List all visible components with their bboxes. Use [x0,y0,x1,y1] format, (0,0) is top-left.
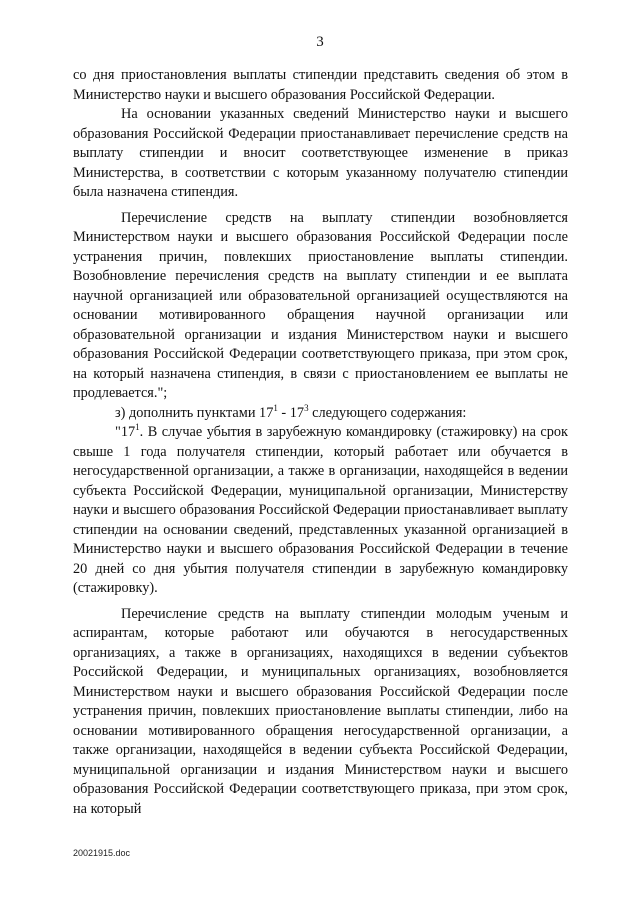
amendment-intro-middle: - 17 [277,404,305,421]
paragraph-suspension-basis: На основании указанных сведений Министерство науки и высшего образования Российской Федерации приостанавливает перечисление средств на выплату стипендии и вносит соответствующее изменение в приказ Министерства, в соответствии с которым указанному получателю стипендии была назначена стипендия. [73,106,568,200]
page-number: 3 [316,34,324,50]
clause-17-1-text: . В случае убытия в зарубежную командировку (стажировку) на срок свыше 1 года получателя стипендии, который работает или обучается в негосударственной организации, а также в организации, находящейся в ведении субъекта Российской Федерации, муниципальной организации, Министерству науки и высшего образования Российской Федерации приостанавливает выплату стипендии на основании сведений, представленных указанной организацией в Министерство науки и высшего образования Российской Федерации в течение 20 дней со дня убытия получателя стипендии в зарубежную командировку (стажировку). [73,424,568,596]
paragraph-resumption: Перечисление средств на выплату стипендии возобновляется Министерством науки и высшего образования Российской Федерации после устранения причин, повлекших приостановление выплаты стипендии. Возобновление перечисления средств на выплату стипендии и ее выплата научной организацией или образовательной организацией осуществляются на основании мотивированного обращения научной организации или образовательной организации и издания Министерством науки и высшего образования Российской Федерации соответствующего приказа, при этом срок, на который назначена стипендия, в связи с приостановлением ее выплаты не продлевается."; [73,209,568,401]
paragraph-young-scientists: Перечисление средств на выплату стипендии молодым ученым и аспирантам, которые работают или обучаются в негосударственных организациях, а также в организациях, находящихся в ведении субъектов Российской Федерации, и муниципальных организациях, возобновляется Министерством науки и высшего образования Российской Федерации после устранения причин, повлекших приостановление выплаты стипендии, либо на основании мотивированного обращения негосударственной организации, а также организации, находящейся в ведении субъекта Российской Федерации, муниципальной организации и издания Министерством науки и высшего образования Российской Федерации соответствующего приказа, при этом срок, на который [73,605,568,817]
footer-filename: 20021915.doc [73,848,131,858]
amendment-intro-after: следующего содержания: [308,404,467,421]
paragraph-clause-17-1 [73,423,568,599]
paragraph-continuation: со дня приостановления выплаты стипендии представить сведения об этом в Министерство науки и высшего образования Российской Федерации. [73,67,568,103]
clause-17-1-lead: "17 [115,424,136,440]
paragraph-amendment-intro [73,404,568,424]
document-body [73,66,568,819]
amendment-intro-sup-3: 3 [304,402,309,413]
amendment-intro-sup-1: 1 [273,402,278,413]
amendment-intro-before: з) дополнить пунктами 17 [115,404,274,421]
clause-17-1-sup: 1 [135,422,140,433]
